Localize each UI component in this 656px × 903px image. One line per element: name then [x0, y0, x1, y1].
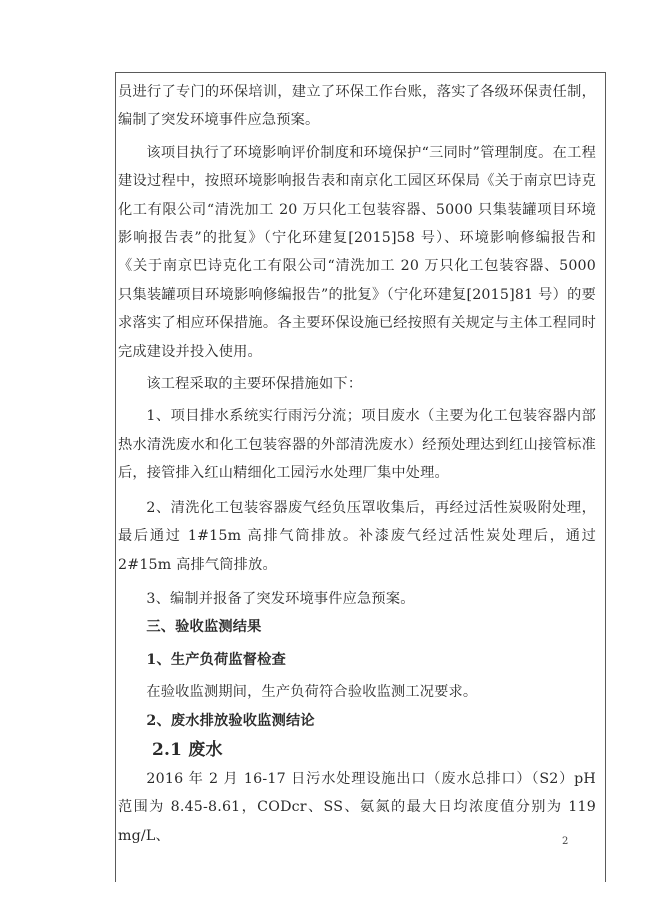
subsection-heading-load-check: 1、生产负荷监督检查	[146, 651, 286, 668]
paragraph-wastewater-results: 2016 年 2 月 16-17 日污水处理设施出口（废水总排口）（S2）pH 范围为 8.45-8.61，CODcr、SS、氨氮的最大日均浓度值分别为 119 mg/L、	[118, 770, 596, 844]
document-body	[118, 78, 596, 850]
paragraph-measure-wastewater: 1、项目排水系统实行雨污分流；项目废水（主要为化工包装容器内部热水清洗废水和化工包装容器的外部清洗废水）经预处理达到红山接管标准后，接管排入红山精细化工园污水处理厂集中处理。	[118, 408, 596, 482]
paragraph-load-check: 在验收监测期间，生产负荷符合验收监测工况要求。	[146, 684, 478, 701]
section-heading-results: 三、验收监测结果	[146, 619, 262, 636]
page-number: 2	[562, 836, 569, 847]
subsection-heading-wastewater: 2、废水排放验收监测结论	[146, 712, 315, 729]
subsection-heading-2-1: 2.1 废水	[152, 739, 223, 760]
paragraph-training: 员进行了专门的环保培训，建立了环保工作台账，落实了各级环保责任制，编制了突发环境事件应急预案。	[118, 84, 596, 129]
paragraph-eia-system: 该项目执行了环境影响评价制度和环境保护“三同时”管理制度。在工程建设过程中，按照环境影响报告表和南京化工园区环保局《关于南京巴诗克化工有限公司“清洗加工 20 万只化工包装容器、5000 只集装罐项目环境影响报告表”的批复》（宁化环建复[2015]58 号）、环境影响修编报告和《关于南京巴诗克化工有限公司“清洗加工 20 万只化工包装容器、5000 只集装罐项目环境影响修编报告”的批复》（宁化环建复[2015]81 号）的要求落实了相应环保措施。各主要环保设施已经按照有关规定与主体工程同时完成建设并投入使用。	[118, 144, 596, 360]
paragraph-measures-intro: 该工程采取的主要环保措施如下：	[146, 376, 363, 393]
paragraph-measure-emergency: 3、编制并报备了突发环境事件应急预案。	[146, 590, 415, 607]
paragraph-measure-exhaust: 2、清洗化工包装容器废气经负压罩收集后，再经过活性炭吸附处理，最后通过 1#15m 高排气筒排放。补漆废气经过活性炭处理后，通过 2#15m 高排气筒排放。	[118, 499, 596, 573]
